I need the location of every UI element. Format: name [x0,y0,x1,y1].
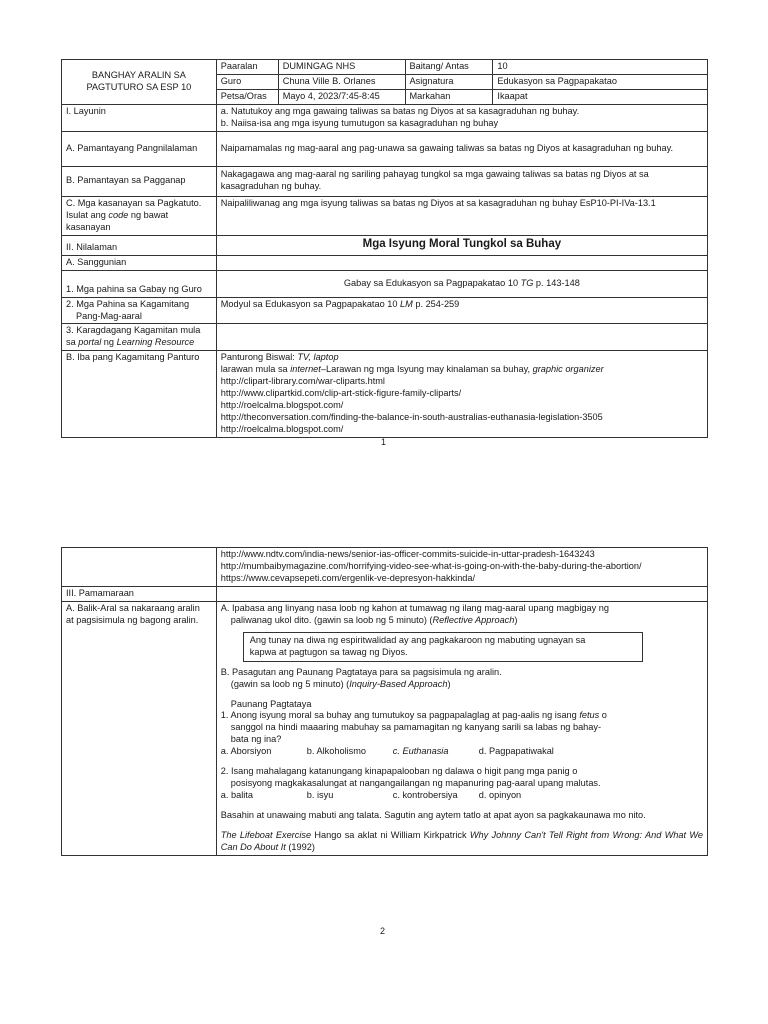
kagamitang-mag-aaral-text [216,297,707,324]
resource-link[interactable]: http://mumbaibymagazine.com/horrifying-video-see-what-is-going-on-with-the-baby-during-the-abortion/ [220,560,642,571]
kasanayan-label-part2: ng bawat [128,209,169,220]
karagdagang-kagamitan-content [216,324,707,351]
step-b-line2 [221,679,703,691]
step-a-text: paliwanag ukol dito. (gawin sa loob ng 5 minuto) ( [230,614,433,625]
page-number-1: 1 [381,437,387,447]
lifeboat-year: (1992) [285,842,315,853]
nilalaman-label: II. Nilalaman [62,235,217,255]
lifeboat-title: The Lifeboat Exercise [220,830,312,841]
nilalaman-title: Mga Isyung Moral Tungkol sa Buhay [216,235,707,255]
karagdagang-label-line1: 3. Karagdagang Kagamitan mula [66,325,201,336]
resource-link[interactable]: http://theconversation.com/finding-the-balance-in-south-australias-euthanasia-legislation-3505 [220,412,603,423]
resource-link[interactable]: http://roelcalma.blogspot.com/ [220,424,344,435]
step-b-close: ) [447,678,451,689]
balik-aral-content [216,601,707,855]
larawan-internet: internet [290,364,321,375]
step-b-line1: B. Pasagutan ang Paunang Pagtataya para sa pagsisimula ng aralin. [220,666,502,677]
links-label-cell [62,548,217,587]
larawan-desc: –Larawan ng mga Isyung may kinalaman sa buhay, [320,364,533,375]
school-label: Paaralan [216,60,278,75]
resource-link[interactable]: http://clipart-library.com/war-cliparts.html [220,376,385,387]
subject-label: Asignatura [405,74,493,89]
resource-link[interactable]: http://www.clipartkid.com/clip-art-stick-figure-family-cliparts/ [220,388,462,399]
gabay-guro-label: 1. Mga pahina sa Gabay ng Guro [62,270,217,297]
kasanayan-label-line3: kasanayan [66,221,111,232]
question-1-line2: sanggol na hindi maaaring mabuhay sa pamamagitan ng kanyang sarili sa labas ng bahay- [230,722,602,733]
q1-text: 1. Anong isyung moral sa buhay ang tumutukoy sa pagpapalaglag at pag-aalis ng isang [220,710,580,721]
gabay-guro-tg: TG [520,277,534,288]
iba-pang-kagamitan-content [216,351,707,438]
plan-title-line1: BANGHAY ARALIN SA [91,69,186,80]
pamantayang-pangnilalaman-label: A. Pamantayang Pangnilalaman [62,131,217,166]
plan-title-cell [62,60,217,105]
date-label: Petsa/Oras [216,89,278,104]
larawan-line [221,364,703,376]
question-2-choices [221,790,703,802]
date-value: Mayo 4, 2023/7:45-8:45 [278,89,405,104]
question-2-line2: posisyong magkakasalungat at nangangailangan ng mapanuring pag-aaral upang malutas. [230,778,601,789]
lesson-plan-table-page1 [61,59,708,438]
kasanayan-label-part: Isulat ang [66,209,109,220]
plan-title-line2: PAGTUTURO SA ESP 10 [86,81,192,92]
quarter-value: Ikaapat [493,89,708,104]
choice: a. Aborsiyon [220,746,272,757]
larawan-organizer: graphic organizer [532,364,604,375]
quarter-label: Markahan [405,89,493,104]
q1-post: o [599,710,607,721]
question-2-line1: 2. Isang mahalagang katanungang kinapapalooban ng dalawa o higit pang mga panig o [220,766,578,777]
kasanayan-label [62,196,217,235]
paunang-pagtataya-title: Paunang Pagtataya [230,698,312,709]
step-b-text: (gawin sa loob ng 5 minuto) ( [230,678,350,689]
karagdagang-learning-resource: Learning Resource [116,337,195,348]
larawan-part: larawan mula sa [220,364,291,375]
kasanayan-label-line1: C. Mga kasanayan sa Pagkatuto. [66,197,202,208]
lifeboat-book: Why Johnny Can't Tell Right from Wrong: And What We Can Do About It [220,830,703,853]
pamamaraan-content [216,586,707,601]
pamantayan-pagganap-label: B. Pamantayan sa Pagganap [62,166,217,196]
choice: d. opinyon [478,790,522,801]
resource-link[interactable]: https://www.cevapsepeti.com/ergenlik-ve-depresyon-hakkinda/ [220,572,476,583]
kagamitang-mag-aaral-label [62,297,217,324]
lesson-plan-table-page2 [61,547,708,856]
q1-fetus: fetus [579,710,600,721]
panturong-biswal [221,352,703,364]
teacher-label: Guro [216,74,278,89]
inquiry-approach: Inquiry-Based Approach [349,678,448,689]
choice: c. kontrobersiya [392,790,458,801]
choice: b. isyu [306,790,334,801]
balik-aral-label-line2: at pagsisimula ng bagong aralin. [66,614,199,625]
grade-label: Baitang/ Antas [405,60,493,75]
choice: d. Pagpapatiwakal [478,746,554,757]
layunin-a: a. Natutukoy ang mga gawaing taliwas sa batas ng Diyos at sa kasagraduhan ng buhay. [220,105,580,116]
karagdagang-kagamitan-label [62,324,217,351]
lifeboat-source [221,830,703,854]
kagamitang-label-line2: Pang-Mag-aaral [76,310,142,321]
iba-pang-kagamitan-label: B. Iba pang Kagamitang Panturo [62,351,217,438]
school-value: DUMINGAG NHS [278,60,405,75]
kasanayan-text: Naipaliliwanag ang mga isyung taliwas sa batas ng Diyos at sa kasagraduhan ng buhay EsP10-PI-IVa-13.1 [216,196,707,235]
karagdagang-part2: ng [101,337,117,348]
balik-aral-label [62,601,217,855]
subject-value: Edukasyon sa Pagpapakatao [493,74,708,89]
resource-link[interactable]: http://roelcalma.blogspot.com/ [220,400,344,411]
layunin-content [216,104,707,131]
kagamitang-label-line1: 2. Mga Pahina sa Kagamitang [66,298,190,309]
gabay-guro-pages: p. 143-148 [533,277,580,288]
kasanayan-label-line2 [66,210,212,222]
page-number-2: 2 [380,926,386,936]
panturong-biswal-label: Panturong Biswal: [220,352,298,363]
quote-line2: kapwa at pagtugon sa tawag ng Diyos. [249,646,408,657]
pamantayan-pagganap-text: Nakagagawa ang mag-aaral ng sariling pahayag tungkol sa mga gawaing taliwas sa batas ng Diyos at sa kasagraduhan ng buhay. [216,166,707,196]
pamamaraan-label: III. Pamamaraan [62,586,217,601]
question-1-choices [221,746,703,758]
modyul-lm: LM [400,298,413,309]
resource-link[interactable]: http://www.ndtv.com/india-news/senior-ias-officer-commits-suicide-in-uttar-pradesh-1643243 [220,549,595,559]
choice: c. Euthanasia [392,746,449,757]
step-a-close: ) [514,614,518,625]
reflective-approach: Reflective Approach [432,614,515,625]
quote-line1: Ang tunay na diwa ng espiritwalidad ay ang pagkakaroon ng mabuting ugnayan sa [249,634,586,645]
reading-instruction: Basahin at unawaing mabuti ang talata. Sagutin ang aytem tatlo at apat ayon sa pagkakaunawa mo nito. [220,810,646,821]
teacher-value: Chuna Ville B. Orlanes [278,74,405,89]
karagdagang-part: sa [66,337,79,348]
layunin-label: I. Layunin [62,104,217,131]
karagdagang-label-line2 [66,337,212,349]
choice: b. Alkoholismo [306,746,367,757]
gabay-guro-text-part: Gabay sa Edukasyon sa Pagpapakatao 10 [343,277,521,288]
sanggunian-label: A. Sanggunian [62,255,217,270]
panturong-biswal-items: TV, laptop [297,352,339,363]
step-a-line1: A. Ipabasa ang linyang nasa loob ng kahon at tumawag ng ilang mag-aaral upang magbigay ng [220,602,609,613]
pamantayang-pangnilalaman-text: Naipamamalas ng mag-aaral ang pag-unawa sa gawaing taliwas sa batas ng Diyos at kasagraduhan ng buhay. [216,131,707,166]
choice: a. balita [220,790,253,801]
grade-value: 10 [493,60,708,75]
modyul-pages: p. 254-259 [412,298,460,309]
page2-links [216,548,707,587]
question-1-line3: bata ng ina? [230,734,282,745]
question-1-line1 [221,710,703,722]
layunin-b: b. Naiisa-isa ang mga isyung tumutugon sa kasagraduhan ng buhay [220,117,499,128]
balik-aral-label-line1: A. Balik-Aral sa nakaraang aralin [66,602,200,613]
step-a-line2 [221,615,703,627]
quote-box [243,632,643,662]
lifeboat-mid: Hango sa aklat ni William Kirkpatrick [311,830,470,841]
modyul-text: Modyul sa Edukasyon sa Pagpapakatao 10 [220,298,401,309]
karagdagang-portal: portal [78,337,102,348]
sanggunian-content [216,255,707,270]
gabay-guro-text [216,270,707,297]
kasanayan-label-code: code [108,209,129,220]
